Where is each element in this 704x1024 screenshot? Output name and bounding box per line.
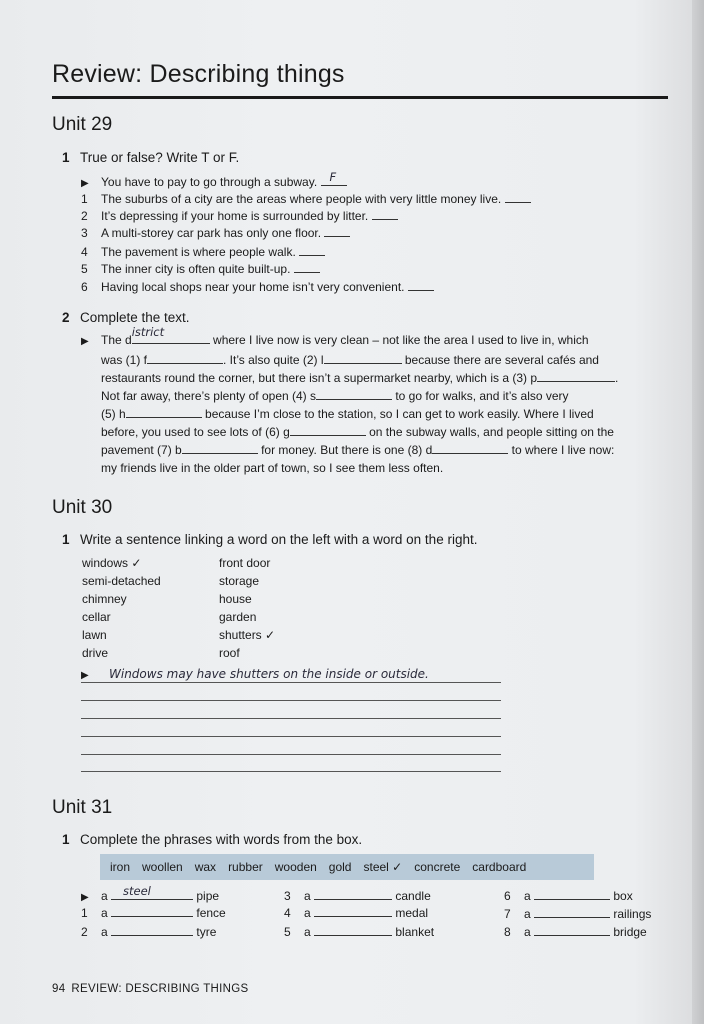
answer-blank[interactable] [314,906,392,917]
phrase-item [284,889,431,903]
phrase-word: box [613,889,633,903]
article: a [304,906,311,920]
unit-31-q1-heading [62,832,362,847]
answer-blank[interactable] [505,192,531,203]
list-item [81,192,531,206]
text-segment: . It’s also quite (2) l [223,353,324,367]
list-item [81,245,325,259]
text-segment: because there are several cafés and [404,353,599,367]
list-item: semi-detached [82,574,161,588]
answer-blank[interactable] [408,280,434,291]
article: a [524,907,531,921]
phrase-item [504,889,633,903]
unit-29-heading: Unit 29 [52,114,113,135]
box-word: cardboard [472,860,527,874]
question-number: 1 [62,150,70,165]
list-item [81,226,350,240]
box-word: woollen [142,860,183,874]
answer-blank[interactable] [147,353,223,364]
item-number: 6 [504,889,511,903]
handwritten-answer: istrict [131,325,165,339]
text-line [81,459,671,477]
answer-blank[interactable] [432,443,508,454]
article: a [304,889,311,903]
question-instruction: Complete the phrases with words from the box. [80,832,363,847]
phrase-item [284,925,434,939]
list-item: shutters ✓ [219,628,276,642]
writing-line[interactable] [81,754,501,755]
answer-blank[interactable] [111,884,193,900]
answer-blank[interactable] [182,443,258,454]
list-item: roof [219,646,240,660]
item-number: 2 [81,925,88,939]
answer-blank[interactable] [131,325,210,344]
phrase-word: bridge [613,925,647,939]
play-arrow-icon: ▶ [81,670,89,681]
play-arrow-icon: ▶ [81,178,89,189]
item-number: 2 [81,209,88,223]
text-line [81,387,671,405]
title-rule [52,96,668,99]
phrase-word: railings [613,907,652,921]
list-item [81,209,398,223]
phrase-item [284,906,428,920]
text-segment: The d [101,333,132,347]
text-segment: my friends live in the older part of town, so I see them less often. [101,461,444,475]
article: a [524,889,531,903]
item-number: 5 [81,262,88,276]
page-edge [692,0,704,1024]
answer-blank[interactable] [299,245,325,256]
unit-31-heading: Unit 31 [52,797,113,818]
list-item: garden [219,610,257,624]
text-segment: before, you used to see lots of (6) g [101,425,290,439]
text-segment: where I live now is very clean – not like the area I used to live in, which [213,333,589,347]
answer-blank[interactable] [316,389,392,400]
text-line [81,405,671,423]
question-number: 1 [62,532,70,547]
article: a [304,925,311,939]
list-item: front door [219,556,271,570]
phrase-item [504,925,647,939]
text-segment: on the subway walls, and people sitting on the [369,425,614,439]
item-number: 5 [284,925,291,939]
list-item: cellar [82,610,111,624]
box-word: wax [194,860,217,874]
footer-label: REVIEW: DESCRIBING THINGS [71,983,249,995]
answer-blank[interactable] [294,262,320,273]
list-item: drive [82,646,109,660]
box-word: wooden [274,860,317,874]
answer-blank[interactable] [290,425,366,436]
box-word: steel ✓ [363,860,403,874]
article: a [524,925,531,939]
question-instruction: Complete the text. [80,310,190,325]
box-word: rubber [228,860,263,874]
text-line [81,351,671,369]
text-segment: because I’m close to the station, so I can get to work easily. Where I lived [205,407,594,421]
answer-blank[interactable] [324,226,350,237]
item-text: The suburbs of a city are the areas where people with very little money live. [101,192,502,206]
box-word: concrete [414,860,461,874]
answer-blank[interactable] [111,925,193,936]
unit-29-q2-heading [62,310,190,325]
writing-line[interactable] [81,718,501,719]
list-item: chimney [82,592,127,606]
item-number: 7 [504,907,511,921]
phrase-item [81,884,220,903]
phrase-word: candle [395,889,431,903]
phrase-item [504,907,651,921]
list-item: lawn [82,628,107,642]
unit-30-example [81,667,429,681]
answer-blank[interactable] [111,906,193,917]
answer-blank[interactable] [324,353,402,364]
page-number: 94 [52,983,66,995]
page-footer [52,983,248,995]
list-item [81,280,434,294]
phrase-word: medal [395,906,429,920]
item-number: 1 [81,906,88,920]
item-number: 6 [81,280,88,294]
play-arrow-icon: ▶ [81,892,89,903]
item-text: The inner city is often quite built-up. [101,262,291,276]
phrase-word: pipe [196,889,220,903]
question-instruction: Write a sentence linking a word on the left with a word on the right. [80,532,478,547]
question-instruction: True or false? Write T or F. [80,150,240,165]
answer-blank[interactable] [534,889,610,900]
phrase-word: fence [196,906,226,920]
list-item [81,262,320,276]
phrase-item [81,906,226,920]
unit-29-q1-heading [62,150,239,165]
item-number: 4 [284,906,291,920]
article: a [101,906,108,920]
article: a [101,925,108,939]
answer-blank[interactable] [314,925,392,936]
answer-blank[interactable] [126,407,202,418]
text-line [81,325,671,351]
item-number: 1 [81,192,88,206]
item-number: 8 [504,925,511,939]
right-word-column [219,554,275,662]
text-segment: restaurants round the corner, but there isn’t a supermarket nearby, which is a (3) p [101,371,537,385]
writing-line[interactable] [81,682,501,683]
unit-29-q2-text [81,325,671,477]
question-number: 2 [62,310,70,325]
list-item: storage [219,574,260,588]
phrase-word: tyre [196,925,217,939]
text-segment: to where I live now: [511,443,615,457]
text-segment: Not far away, there’s plenty of open (4) s [101,389,316,403]
unit-29-q1-example [81,170,347,189]
item-text: Having local shops near your home isn’t very convenient. [101,280,405,294]
article: a [101,889,108,903]
writing-line[interactable] [81,771,501,772]
page-title: Review: Describing things [52,60,345,88]
answer-blank[interactable] [372,209,398,220]
item-text: It’s depressing if your home is surrounded by litter. [101,209,369,223]
text-segment: to go for walks, and it’s also very [395,389,569,403]
box-word: iron [110,860,131,874]
handwritten-answer: F [329,170,337,184]
handwritten-answer: steel [123,884,151,898]
example-text: You have to pay to go through a subway. [101,175,318,189]
item-text: The pavement is where people walk. [101,245,296,259]
left-word-column [82,554,161,662]
text-line [81,369,671,387]
unit-30-heading: Unit 30 [52,497,113,518]
text-segment: . [615,371,619,385]
item-text: A multi-storey car park has only one floor. [101,226,322,240]
text-segment: (5) h [101,407,126,421]
text-line [81,423,671,441]
phrase-word: blanket [395,925,435,939]
writing-line[interactable] [81,700,501,701]
text-segment: was (1) f [101,353,148,367]
box-word: gold [328,860,352,874]
text-line [81,441,671,459]
unit-30-q1-heading [62,532,477,547]
answer-blank[interactable] [534,925,610,936]
writing-line[interactable] [81,736,501,737]
answer-blank[interactable] [314,889,392,900]
list-item: house [219,592,252,606]
phrase-item [81,925,216,939]
question-number: 1 [62,832,70,847]
handwritten-answer: Windows may have shutters on the inside or outside. [109,667,429,681]
text-segment: pavement (7) b [101,443,182,457]
item-number: 3 [81,226,88,240]
text-segment: for money. But there is one (8) d [261,443,433,457]
item-number: 3 [284,889,291,903]
play-arrow-icon: ▶ [81,336,89,347]
item-number: 4 [81,245,88,259]
answer-blank[interactable] [537,371,615,382]
list-item: windows ✓ [82,556,142,570]
answer-blank[interactable] [534,907,610,918]
answer-blank[interactable] [321,170,347,186]
word-box [100,854,594,880]
